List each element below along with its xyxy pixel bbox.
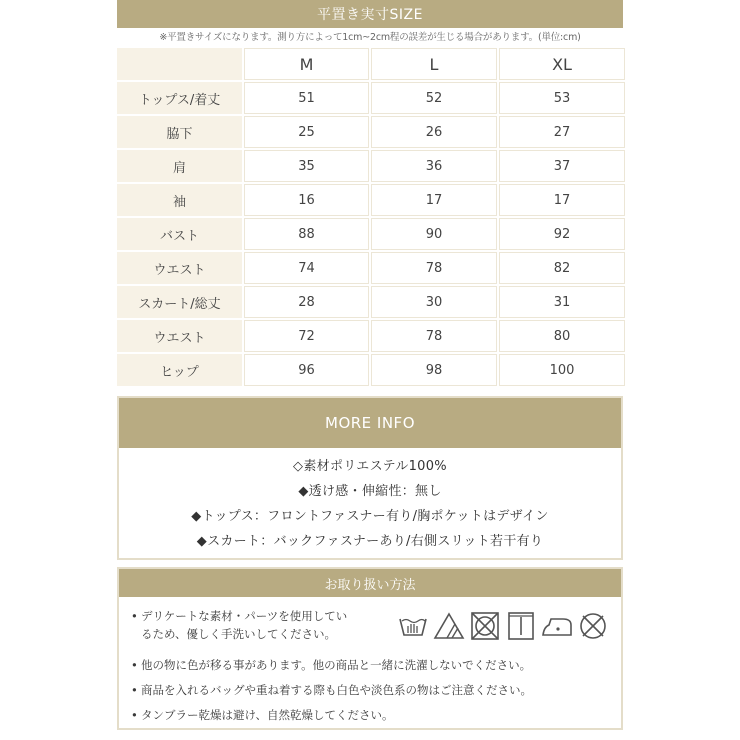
table-cell: 82	[499, 252, 625, 284]
hand-wash-icon	[397, 611, 429, 641]
care-item	[119, 653, 621, 678]
size-table-title: 平置き実寸SIZE	[117, 0, 623, 28]
care-item	[119, 703, 621, 728]
table-cell: 31	[499, 286, 625, 318]
care-section	[117, 567, 623, 730]
care-text-line-2: るため、優しく手洗いしてください。	[141, 627, 337, 641]
care-item	[119, 678, 621, 703]
table-cell: 52	[371, 82, 497, 114]
bullet: •	[131, 658, 138, 672]
care-item-text: タンブラー乾燥は避け、自然乾燥してください。	[141, 708, 394, 722]
row-label: 脇下	[117, 116, 242, 148]
bullet: •	[131, 708, 138, 722]
size-table-section	[117, 0, 623, 388]
size-table-corner	[117, 48, 242, 80]
care-item-text	[131, 607, 391, 643]
table-cell: 88	[244, 218, 369, 250]
table-cell: 78	[371, 252, 497, 284]
table-cell: 30	[371, 286, 497, 318]
table-cell: 37	[499, 150, 625, 182]
table-cell: 98	[371, 354, 497, 386]
table-cell: 36	[371, 150, 497, 182]
table-cell: 80	[499, 320, 625, 352]
row-label: 肩	[117, 150, 242, 182]
table-cell: 96	[244, 354, 369, 386]
table-cell: 78	[371, 320, 497, 352]
table-cell: 90	[371, 218, 497, 250]
line-dry-icon	[505, 611, 537, 641]
bullet: •	[131, 683, 138, 697]
care-item-text: 他の物に色が移る事があります。他の商品と一緒に洗濯しないでください。	[141, 658, 532, 672]
care-item-text: 商品を入れるバッグや重ね着する際も白色や淡色系の物はご注意ください。	[141, 683, 532, 697]
column-header-xl: XL	[499, 48, 625, 80]
table-cell: 100	[499, 354, 625, 386]
more-info-body	[119, 448, 621, 554]
row-label: ウエスト	[117, 252, 242, 284]
size-table-note: ※平置きサイズになります。測り方によって1cm~2cm程の誤差が生じる場合があります。(単位:cm)	[117, 28, 623, 48]
table-cell: 51	[244, 82, 369, 114]
care-text-line-1: デリケートな素材・パーツを使用してい	[141, 609, 348, 623]
bullet: •	[131, 609, 138, 623]
column-header-m: M	[244, 48, 369, 80]
table-cell: 16	[244, 184, 369, 216]
column-header-l: L	[371, 48, 497, 80]
table-cell: 17	[371, 184, 497, 216]
row-label: ヒップ	[117, 354, 242, 386]
more-info-line: ◆トップス：フロントファスナー有り/胸ポケットはデザイン	[191, 509, 549, 524]
iron-low-icon	[541, 611, 573, 641]
table-cell: 26	[371, 116, 497, 148]
table-cell: 28	[244, 286, 369, 318]
row-label: トップス/着丈	[117, 82, 242, 114]
table-cell: 35	[244, 150, 369, 182]
row-label: スカート/総丈	[117, 286, 242, 318]
row-label: バスト	[117, 218, 242, 250]
row-label: ウエスト	[117, 320, 242, 352]
care-item-delicate	[119, 597, 621, 653]
no-dry-clean-icon	[577, 611, 609, 641]
more-info-line: ◆スカート：バックファスナーあり/右側スリット若干有り	[196, 534, 544, 549]
more-info-line: ◆透け感・伸縮性：無し	[298, 484, 442, 499]
table-cell: 25	[244, 116, 369, 148]
more-info-title: MORE INFO	[119, 398, 621, 448]
table-cell: 17	[499, 184, 625, 216]
table-cell: 53	[499, 82, 625, 114]
table-cell: 92	[499, 218, 625, 250]
table-cell: 74	[244, 252, 369, 284]
no-tumble-dry-icon	[469, 611, 501, 641]
more-info-line: ◇素材ポリエステル100%	[293, 459, 447, 474]
more-info-section	[117, 396, 623, 560]
table-cell: 27	[499, 116, 625, 148]
table-cell: 72	[244, 320, 369, 352]
bleach-allowed-icon	[433, 611, 465, 641]
care-icons	[397, 611, 609, 641]
size-table	[117, 48, 623, 388]
row-label: 袖	[117, 184, 242, 216]
care-title: お取り扱い方法	[119, 569, 621, 597]
